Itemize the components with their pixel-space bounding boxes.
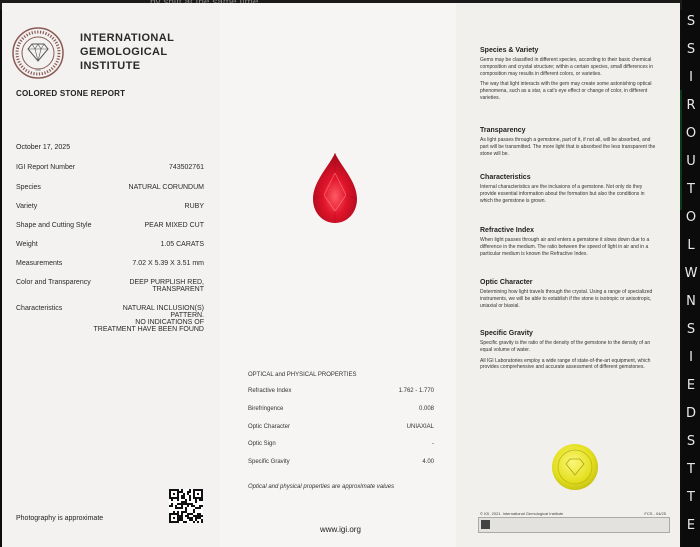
background-glyph: E — [686, 378, 696, 393]
glossary-text: All IGI Laboratories employ a wide range of state-of-the-art equipment, which provides comprehensive and accurate assessment of different gemstones. — [480, 357, 651, 371]
form-code: FCS - 04/25 — [644, 511, 666, 516]
glossary-species-variety — [480, 47, 656, 106]
qr-module — [189, 519, 191, 521]
glossary-heading: Characteristics — [480, 174, 531, 181]
field-value-line: TREATMENT HAVE BEEN FOUND — [93, 326, 204, 333]
background-glyph: S — [686, 14, 696, 29]
qr-module — [169, 517, 171, 519]
qr-module — [189, 499, 191, 501]
qr-module — [175, 507, 177, 509]
qr-module — [189, 495, 191, 497]
qr-module — [193, 493, 195, 495]
certificate-document — [2, 3, 680, 547]
qr-module — [195, 519, 197, 521]
qr-module — [181, 511, 183, 513]
qr-module — [201, 493, 203, 495]
qr-module — [179, 503, 181, 505]
qr-module — [197, 497, 199, 499]
qr-module — [183, 495, 185, 497]
qr-module — [181, 515, 183, 517]
qr-module — [181, 519, 183, 521]
qr-module — [171, 503, 173, 505]
qr-module — [183, 493, 185, 495]
qr-module — [197, 513, 199, 515]
qr-module — [199, 515, 201, 517]
qr-module — [197, 493, 199, 495]
qr-module — [177, 517, 179, 519]
qr-module — [179, 519, 181, 521]
qr-module — [195, 517, 197, 519]
qr-module — [185, 501, 187, 503]
glossary-heading: Transparency — [480, 127, 526, 134]
qr-module — [201, 489, 203, 491]
glossary-text: Determining how light travels through the crystal. Using a range of specialized instruments, we will be able to establish if the stone is isotropic or anisotropic, uniaxial or biaxial. — [480, 289, 653, 309]
svg-text:IGI: IGI — [35, 67, 41, 72]
qr-module — [189, 489, 191, 491]
qr-module — [177, 491, 179, 493]
qr-module — [169, 495, 171, 497]
photo-disclaimer: Photography is approximate — [16, 515, 104, 522]
qr-module — [175, 497, 177, 499]
field-label: Variety — [16, 203, 38, 210]
field-label: Species — [16, 184, 41, 191]
qr-module — [195, 497, 197, 499]
qr-module — [181, 505, 183, 507]
qr-module — [183, 521, 185, 523]
field-value-line: DEEP PURPLISH RED, — [129, 279, 204, 286]
glossary-heading: Optic Character — [480, 279, 533, 286]
qr-module — [177, 499, 179, 501]
qr-module — [179, 515, 181, 517]
igi-mark-icon — [481, 520, 490, 529]
copyright-text: © IGI, 2021. International Gemological Institute — [480, 511, 564, 516]
qr-module — [201, 497, 203, 499]
field-value: RUBY — [184, 203, 204, 210]
qr-module — [197, 515, 199, 517]
qr-module — [197, 507, 199, 509]
qr-module — [185, 509, 187, 511]
qr-module — [191, 505, 193, 507]
optical-label: Optic Sign — [248, 441, 276, 447]
qr-module — [177, 495, 179, 497]
qr-module — [193, 509, 195, 511]
qr-module — [173, 493, 175, 495]
qr-module — [187, 517, 189, 519]
field-value: 1.05 CARATS — [160, 241, 204, 248]
qr-module — [185, 503, 187, 505]
hologram-seal-icon — [551, 443, 599, 491]
qr-module — [201, 521, 203, 523]
qr-module — [193, 521, 195, 523]
qr-module — [169, 515, 171, 517]
qr-module — [173, 511, 175, 513]
qr-module — [201, 499, 203, 501]
ruby-gem-image — [310, 151, 360, 226]
qr-module — [201, 505, 203, 507]
optical-label: Refractive Index — [248, 388, 292, 394]
qr-module — [199, 513, 201, 515]
qr-module — [171, 499, 173, 501]
qr-module — [169, 491, 171, 493]
qr-module — [195, 499, 197, 501]
qr-module — [189, 503, 191, 505]
qr-module — [175, 521, 177, 523]
qr-module — [177, 493, 179, 495]
qr-module — [201, 519, 203, 521]
optical-section-title: OPTICAL and PHYSICAL PROPERTIES — [248, 372, 357, 378]
qr-module — [193, 491, 195, 493]
background-glyph: I — [689, 350, 693, 365]
optical-label: Birefringence — [248, 406, 284, 412]
qr-module — [189, 513, 191, 515]
qr-module — [193, 505, 195, 507]
qr-module — [173, 489, 175, 491]
field-label: Color and Transparency — [16, 279, 91, 286]
qr-module — [173, 521, 175, 523]
qr-module — [191, 517, 193, 519]
qr-module — [181, 503, 183, 505]
glossary-heading: Refractive Index — [480, 227, 535, 234]
qr-module — [171, 513, 173, 515]
qr-module — [177, 503, 179, 505]
field-value-line: PATTERN. — [170, 312, 204, 319]
field-value: 7.02 X 5.39 X 3.51 mm — [132, 260, 204, 267]
qr-code[interactable] — [169, 489, 203, 523]
background-glyph: W — [684, 266, 698, 281]
qr-module — [187, 491, 189, 493]
qr-module — [173, 513, 175, 515]
background-glyph: I — [689, 70, 693, 85]
glossary-optic-character — [480, 279, 656, 313]
qr-module — [195, 507, 197, 509]
qr-module — [199, 517, 201, 519]
qr-module — [199, 507, 201, 509]
qr-module — [189, 491, 191, 493]
brand-line: INSTITUTE — [80, 60, 141, 72]
qr-module — [169, 519, 171, 521]
background-glyph: S — [686, 322, 696, 337]
qr-module — [169, 505, 171, 507]
qr-module — [195, 501, 197, 503]
background-glyph: N — [686, 294, 696, 309]
background-glyph: R — [686, 98, 696, 113]
field-value-line: TRANSPARENT — [152, 286, 204, 293]
field-value-line: NO INDICATIONS OF — [135, 319, 204, 326]
qr-module — [183, 501, 185, 503]
qr-module — [185, 511, 187, 513]
qr-module — [177, 489, 179, 491]
qr-module — [181, 491, 183, 493]
background-glyph: U — [686, 154, 696, 169]
qr-module — [181, 507, 183, 509]
qr-module — [197, 517, 199, 519]
brand-line: INTERNATIONAL — [80, 32, 175, 44]
background-glyph: T — [687, 182, 695, 197]
igi-logo-icon — [12, 27, 64, 79]
glossary-heading: Specific Gravity — [480, 330, 533, 337]
qr-module — [169, 521, 171, 523]
field-value-line: NATURAL INCLUSION(S) — [122, 305, 204, 312]
qr-module — [177, 513, 179, 515]
optical-value: - — [432, 441, 434, 447]
qr-module — [199, 497, 201, 499]
optical-disclaimer: Optical and physical properties are approximate values — [248, 484, 395, 490]
website-link[interactable]: www.igi.org — [320, 525, 361, 534]
qr-module — [183, 503, 185, 505]
qr-module — [183, 511, 185, 513]
qr-module — [177, 511, 179, 513]
brand-name — [80, 31, 174, 73]
background-glyph: D — [685, 406, 696, 421]
field-label: Characteristics — [16, 305, 63, 312]
qr-module — [179, 507, 181, 509]
qr-module — [169, 489, 171, 491]
qr-module — [171, 505, 173, 507]
qr-module — [169, 493, 171, 495]
qr-module — [199, 499, 201, 501]
qr-module — [175, 489, 177, 491]
qr-module — [181, 501, 183, 503]
glossary-heading: Species & Variety — [480, 47, 539, 54]
background-glyph: L — [687, 238, 695, 253]
qr-module — [187, 505, 189, 507]
qr-module — [175, 505, 177, 507]
qr-module — [199, 489, 201, 491]
qr-module — [169, 497, 171, 499]
qr-module — [177, 519, 179, 521]
background-strip-right — [682, 0, 700, 547]
qr-module — [171, 497, 173, 499]
qr-module — [185, 499, 187, 501]
qr-module — [171, 521, 173, 523]
glossary-text: The way that light interacts with the gem may create some astonishing optical phenomena, such as a star, a cat's eye effect or change of color, in different varieties. — [480, 81, 652, 101]
qr-module — [181, 497, 183, 499]
qr-module — [197, 521, 199, 523]
qr-module — [177, 507, 179, 509]
qr-module — [193, 497, 195, 499]
glossary-text: Gems may be classified in different species, according to their basic chemical composition and crystal structure; within a certain species, small differences in composition may results in different colors, or varieties. — [480, 57, 654, 77]
qr-module — [175, 513, 177, 515]
qr-module — [185, 507, 187, 509]
glossary-transparency — [480, 127, 656, 161]
qr-module — [195, 515, 197, 517]
qr-module — [181, 489, 183, 491]
background-glyph: S — [686, 434, 696, 449]
optical-value: 1.762 - 1.770 — [398, 388, 434, 394]
report-title: COLORED STONE REPORT — [16, 89, 126, 98]
qr-module — [189, 517, 191, 519]
qr-module — [187, 493, 189, 495]
qr-module — [179, 491, 181, 493]
optical-value: UNIAXIAL — [406, 424, 434, 430]
panel-glossary — [456, 3, 680, 547]
optical-label: Specific Gravity — [248, 459, 290, 465]
panel-report-details — [2, 3, 221, 547]
field-label: Measurements — [16, 260, 63, 267]
background-glyph: E — [686, 518, 696, 533]
background-glyph: O — [685, 126, 697, 141]
qr-module — [195, 489, 197, 491]
qr-module — [191, 519, 193, 521]
qr-module — [199, 505, 201, 507]
security-notice-bar — [478, 517, 670, 533]
field-value — [129, 279, 204, 293]
glossary-refractive-index — [480, 227, 656, 261]
qr-module — [197, 489, 199, 491]
qr-module — [177, 497, 179, 499]
background-glyph: T — [687, 462, 695, 477]
field-value: 743502761 — [168, 164, 204, 171]
qr-module — [185, 521, 187, 523]
qr-module — [189, 497, 191, 499]
qr-module — [185, 515, 187, 517]
qr-module — [187, 503, 189, 505]
panel-optical-properties — [220, 3, 457, 547]
qr-module — [193, 511, 195, 513]
glossary-text: Internal characteristics are the inclusions of a gemstone. Not only do they provide essential information about the formation but also the conditions in which the gemstone is grown. — [480, 184, 645, 204]
optical-value: 0.008 — [418, 406, 434, 412]
qr-module — [181, 495, 183, 497]
qr-module — [201, 515, 203, 517]
report-date: October 17, 2025 — [16, 144, 71, 151]
glossary-specific-gravity — [480, 330, 656, 375]
qr-module — [169, 513, 171, 515]
glossary-text: Specific gravity is the ratio of the density of the gemstone to the density of an equal volume of water. — [480, 340, 651, 353]
field-value: NATURAL CORUNDUM — [128, 184, 204, 191]
qr-module — [193, 495, 195, 497]
brand-line: GEMOLOGICAL — [80, 46, 168, 58]
qr-module — [177, 521, 179, 523]
background-glyph: S — [686, 42, 696, 57]
optical-label: Optic Character — [248, 424, 291, 430]
field-label: Shape and Cutting Style — [16, 222, 92, 229]
field-label: Weight — [16, 241, 38, 248]
qr-module — [193, 489, 195, 491]
qr-module — [179, 517, 181, 519]
qr-module — [183, 497, 185, 499]
field-value: PEAR MIXED CUT — [144, 222, 204, 229]
qr-module — [193, 515, 195, 517]
glossary-characteristics — [480, 174, 656, 208]
background-glyph: T — [687, 490, 695, 505]
glossary-text: When light passes through air and enters a gemstone it slows down due to a difference in the medium. The ratio between the speed of light in air and in a particular medium is known the Refractive Index. — [480, 237, 650, 257]
qr-module — [173, 517, 175, 519]
qr-module — [177, 515, 179, 517]
qr-module — [171, 489, 173, 491]
qr-module — [187, 515, 189, 517]
qr-module — [181, 517, 183, 519]
background-glyph: O — [685, 210, 697, 225]
qr-module — [201, 495, 203, 497]
qr-module — [191, 503, 193, 505]
qr-module — [173, 497, 175, 499]
field-value — [94, 305, 204, 333]
optical-value: 4.00 — [422, 459, 434, 465]
qr-module — [201, 491, 203, 493]
qr-module — [191, 513, 193, 515]
glossary-text: As light passes through a gemstone, part of it, if not all, will be absorbed, and part will be transmitted. The more light that is absorbed the less transparent the stone will be. — [480, 137, 656, 157]
qr-module — [181, 513, 183, 515]
qr-module — [187, 513, 189, 515]
field-label: IGI Report Number — [16, 164, 76, 171]
